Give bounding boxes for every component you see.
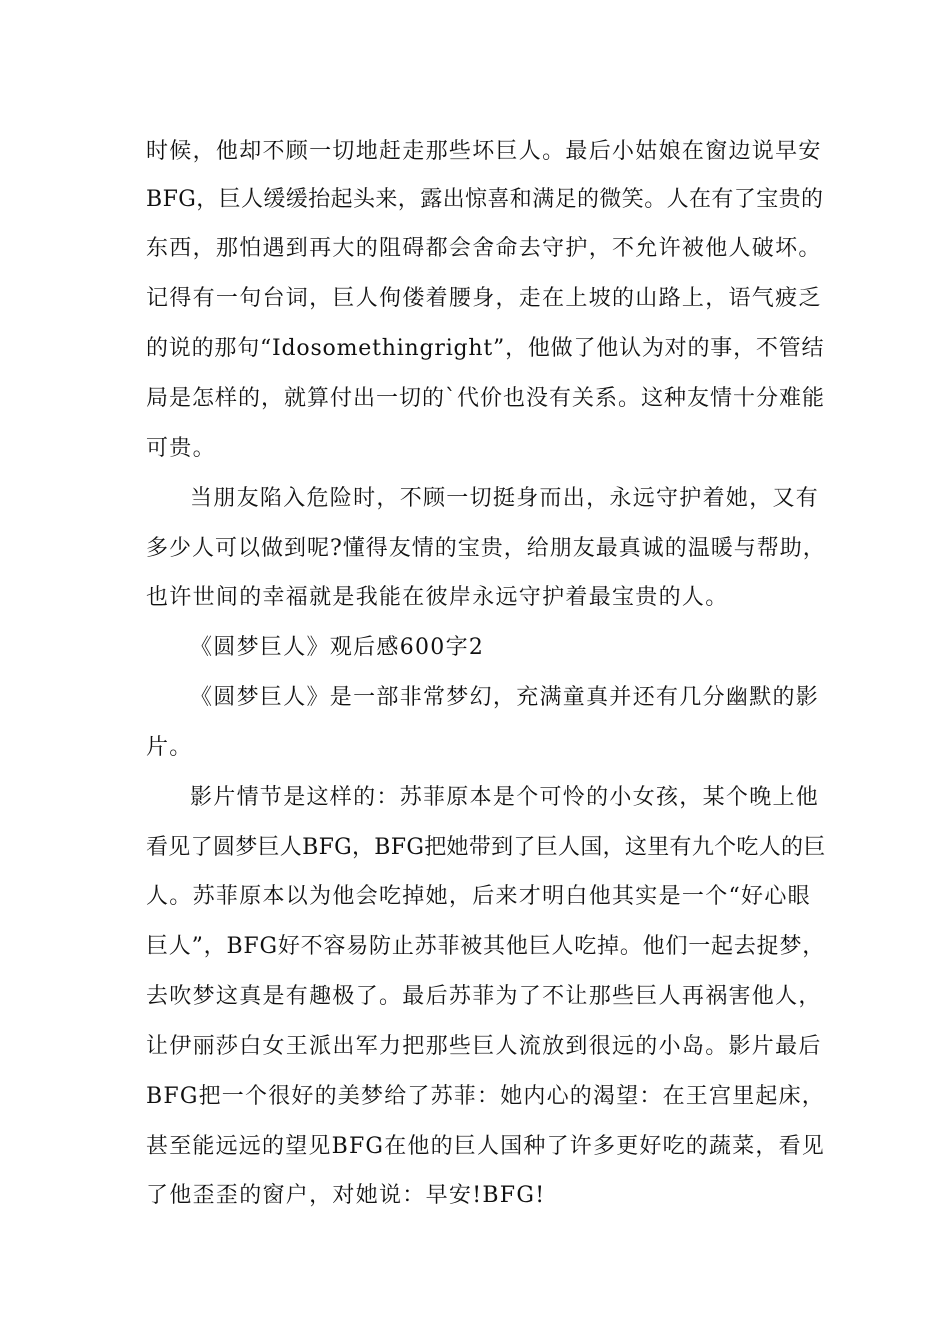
- text-line: 也许世间的幸福就是我能在彼岸永远守护着最宝贵的人。: [146, 585, 729, 610]
- text-line: 局是怎样的，就算付出一切的`代价也没有关系。这种友情十分难能: [146, 386, 826, 411]
- paragraph-first-line: 当朋友陷入危险时，不顾一切挺身而出，永远守护着她，又有: [190, 486, 820, 511]
- text-line: 去吹梦这真是有趣极了。最后苏菲为了不让那些巨人再祸害他人，: [146, 984, 822, 1009]
- text-line: 记得有一句台词，巨人佝偻着腰身，走在上坡的山路上，语气疲乏: [146, 286, 822, 311]
- text-line: 东西，那怕遇到再大的阻碍都会舍命去守护，不允许被他人破坏。: [146, 236, 822, 261]
- text-line: 时候，他却不顾一切地赶走那些坏巨人。最后小姑娘在窗边说早安: [146, 139, 822, 164]
- paragraph-first-line: 《圆梦巨人》是一部非常梦幻，充满童真并还有几分幽默的影: [190, 685, 820, 710]
- text-line: 人。苏菲原本以为他会吃掉她，后来才明白他其实是一个“好心眼: [146, 884, 811, 909]
- paragraph-first-line: 影片情节是这样的：苏菲原本是个可怜的小女孩，某个晚上他: [190, 785, 820, 810]
- text-line: BFG把一个很好的美梦给了苏菲：她内心的渴望：在王宫里起床，: [146, 1084, 826, 1109]
- text-line: 看见了圆梦巨人BFG，BFG把她带到了巨人国，这里有九个吃人的巨: [146, 835, 826, 860]
- text-line: 让伊丽莎白女王派出军力把那些巨人流放到很远的小岛。影片最后: [146, 1034, 822, 1059]
- section-heading: 《圆梦巨人》观后感600字2: [190, 635, 485, 660]
- text-line: 可贵。: [146, 436, 216, 461]
- text-line: 甚至能远远的望见BFG在他的巨人国种了许多更好吃的蔬菜，看见: [146, 1134, 826, 1159]
- text-line: BFG，巨人缓缓抬起头来，露出惊喜和满足的微笑。人在有了宝贵的: [146, 187, 824, 212]
- text-line: 片。: [146, 735, 193, 760]
- text-line: 巨人”，BFG好不容易防止苏菲被其他巨人吃掉。他们一起去捉梦，: [146, 934, 826, 959]
- text-line: 的说的那句“Idosomethingright”，他做了他认为对的事，不管结: [146, 336, 825, 361]
- text-line: 了他歪歪的窗户，对她说：早安!BFG!: [146, 1183, 546, 1208]
- text-line: 多少人可以做到呢?懂得友情的宝贵，给朋友最真诚的温暖与帮助，: [146, 536, 826, 561]
